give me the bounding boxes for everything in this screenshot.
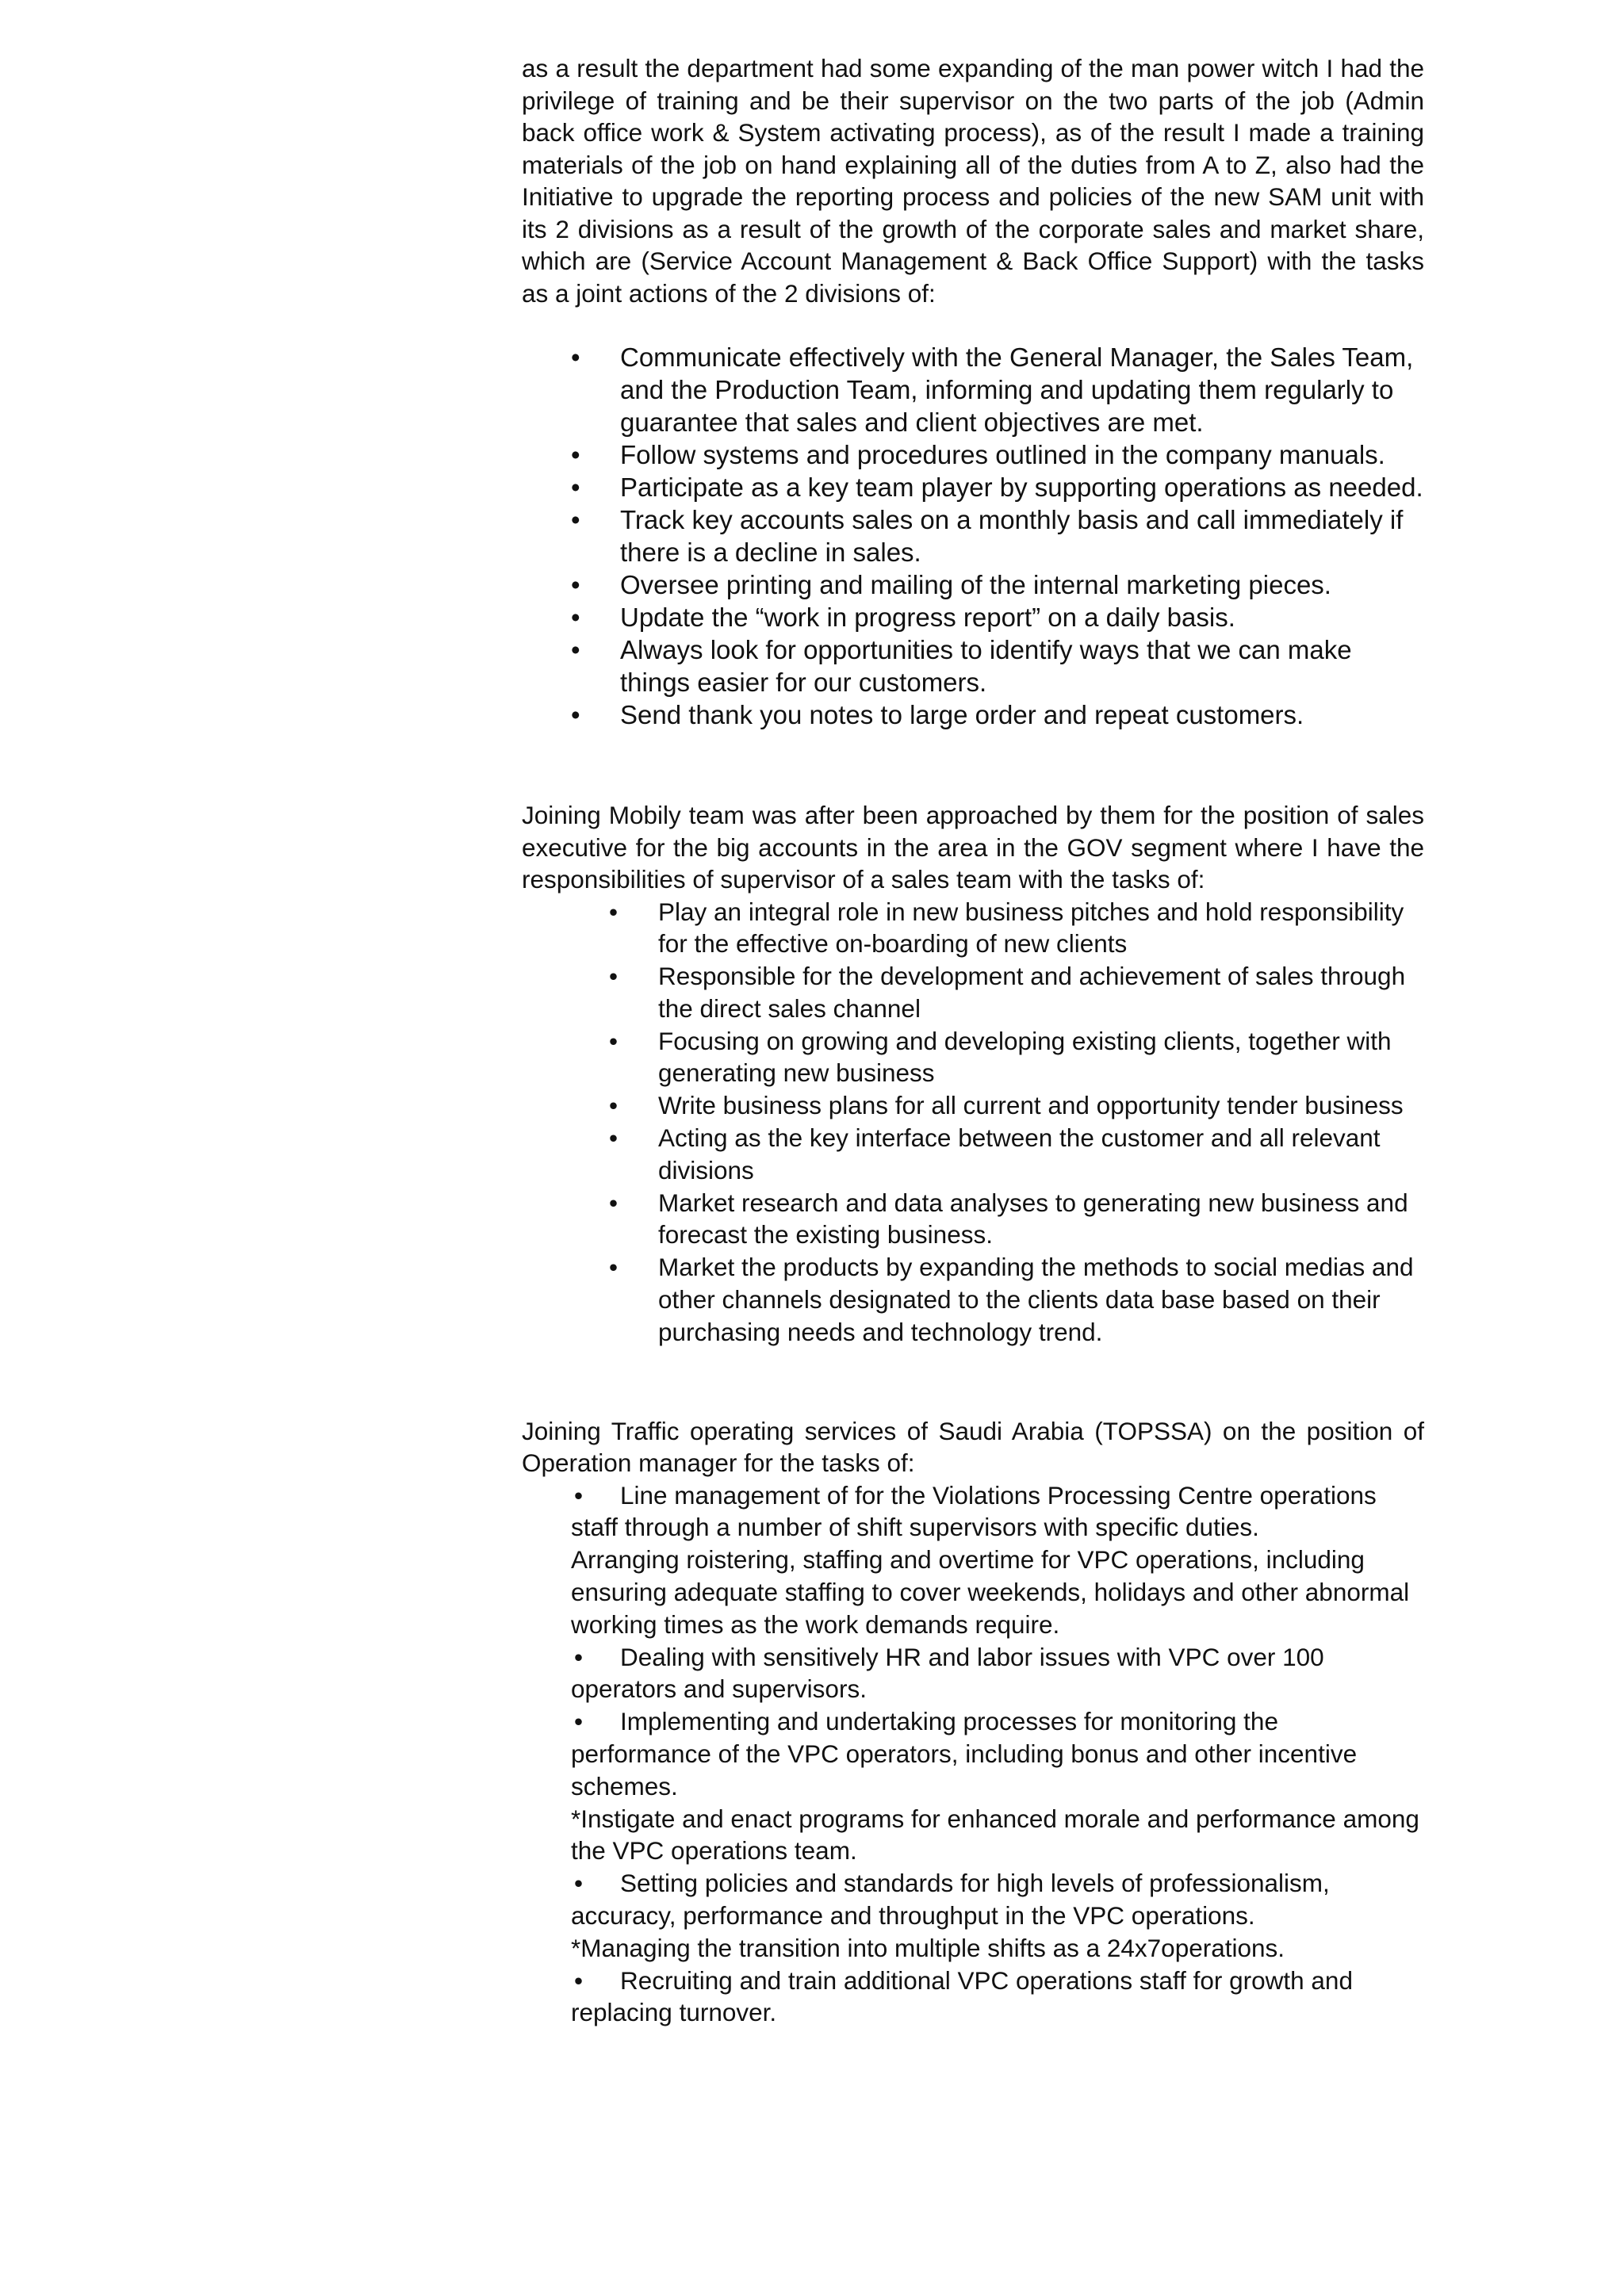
list-item <box>522 1122 1424 1187</box>
bullet-icon: • <box>571 570 580 599</box>
intro-paragraph: as a result the department had some expanding of the man power witch I had the privilege of training and be their supervisor on the two parts of the job (Admin back office work & System activating process), as of the result I made a training materials of the job on hand explaining all of the duties from A to Z, also had the Initiative to upgrade the reporting process and policies of the new SAM unit with its 2 divisions as a result of the growth of the corporate sales and market share, which are (Service Account Management & Back Office Support) with the tasks as a joint actions of the 2 divisions of: <box>522 54 1424 308</box>
list-item-text: Recruiting and train additional VPC operations staff for growth and replacing turnover. <box>571 1965 1353 2027</box>
bullet-icon: • <box>609 1091 619 1120</box>
list-item <box>522 960 1424 1025</box>
list-item-text: Send thank you notes to large order and repeat customers. <box>620 700 1304 729</box>
bullet-icon: • <box>574 1480 584 1510</box>
list-item-text: Market the products by expanding the methods to social medias and other channels designated to the clients data base based on their purchasing needs and technology trend. <box>658 1253 1414 1346</box>
list-item <box>571 1479 1424 1544</box>
list-item-text: Market research and data analyses to generating new business and forecast the existing business. <box>658 1188 1408 1249</box>
mobily-paragraph: Joining Mobily team was after been approached by them for the position of sales executive for the big accounts in the area in the GOV segment where I have the responsibilities of supervisor of a sales team with the tasks of: <box>522 801 1424 894</box>
list-item-text: Participate as a key team player by supporting operations as needed. <box>620 473 1423 502</box>
bullet-icon: • <box>574 1707 584 1736</box>
list-item <box>522 341 1424 438</box>
list-item <box>522 568 1424 601</box>
mobily-task-list <box>522 896 1424 1349</box>
topssa-task-list <box>522 1479 1424 2030</box>
bullet-icon: • <box>609 1188 619 1217</box>
list-item-text: Communicate effectively with the General Manager, the Sales Team, and the Production Team, informing and updating them regularly to guarantee that sales and client objectives are met. <box>620 342 1414 437</box>
bullet-icon: • <box>571 505 580 534</box>
list-item <box>522 438 1424 471</box>
list-item-text: Play an integral role in new business pitches and hold responsibility for the effective on-boarding of new clients <box>658 897 1404 959</box>
list-item <box>522 896 1424 961</box>
list-item <box>522 1089 1424 1122</box>
list-item <box>522 698 1424 731</box>
bullet-icon: • <box>609 897 619 926</box>
bullet-icon: • <box>609 962 619 991</box>
list-item <box>571 1641 1424 1706</box>
list-item-text: Focusing on growing and developing existing clients, together with generating new business <box>658 1026 1392 1088</box>
list-item-text: Always look for opportunities to identify ways that we can make things easier for our customers. <box>620 635 1352 697</box>
bullet-icon: • <box>571 603 580 632</box>
list-item-text: Acting as the key interface between the customer and all relevant divisions <box>658 1123 1381 1184</box>
list-item <box>522 1187 1424 1252</box>
list-item <box>571 1867 1424 1932</box>
list-item <box>522 633 1424 698</box>
list-item-text: Implementing and undertaking processes for monitoring the performance of the VPC operators, including bonus and other incentive schemes. <box>571 1707 1358 1800</box>
bullet-icon: • <box>571 473 580 502</box>
list-item-text: Responsible for the development and achievement of sales through the direct sales channel <box>658 962 1406 1023</box>
list-item <box>522 601 1424 633</box>
list-item-text: Oversee printing and mailing of the internal marketing pieces. <box>620 570 1331 599</box>
list-item <box>522 1251 1424 1348</box>
list-item: *Instigate and enact programs for enhanced morale and performance among the VPC operations team. <box>571 1804 1419 1866</box>
list-item-text: Follow systems and procedures outlined in the company manuals. <box>620 440 1385 469</box>
list-item-text: Track key accounts sales on a monthly basis and call immediately if there is a decline in sales. <box>620 505 1404 567</box>
list-item <box>571 1965 1424 2030</box>
list-item-text: Line management of for the Violations Processing Centre operations staff through a number of shift supervisors with specific duties. <box>571 1480 1377 1542</box>
bullet-icon: • <box>609 1123 619 1153</box>
bullet-icon: • <box>574 1965 584 1995</box>
list-item-text: Write business plans for all current and opportunity tender business <box>658 1091 1404 1120</box>
list-item-text: Update the “work in progress report” on a daily basis. <box>620 603 1235 632</box>
list-item-text: Dealing with sensitively HR and labor issues with VPC over 100 operators and supervisors. <box>571 1642 1324 1704</box>
sam-task-list <box>522 341 1424 731</box>
list-item <box>571 1705 1424 1802</box>
bullet-icon: • <box>574 1642 584 1671</box>
bullet-icon: • <box>609 1253 619 1282</box>
list-item <box>522 1025 1424 1090</box>
list-item: *Managing the transition into multiple shifts as a 24x7operations. <box>571 1933 1285 1962</box>
topssa-paragraph: Joining Traffic operating services of Saudi Arabia (TOPSSA) on the position of Operation manager for the tasks of: <box>522 1416 1424 1478</box>
bullet-icon: • <box>571 440 580 469</box>
list-item <box>522 471 1424 503</box>
bullet-icon: • <box>571 635 580 664</box>
bullet-icon: • <box>571 700 580 729</box>
list-item: Arranging roistering, staffing and overtime for VPC operations, including ensuring adequate staffing to cover weekends, holidays and other abnormal working times as the work demands require. <box>571 1545 1410 1639</box>
document-body <box>522 52 1424 2029</box>
list-item-text: Setting policies and standards for high levels of professionalism, accuracy, performance and throughput in the VPC operations. <box>571 1869 1330 1931</box>
bullet-icon: • <box>571 342 580 372</box>
bullet-icon: • <box>609 1026 619 1055</box>
list-item <box>522 503 1424 568</box>
bullet-icon: • <box>574 1869 584 1898</box>
